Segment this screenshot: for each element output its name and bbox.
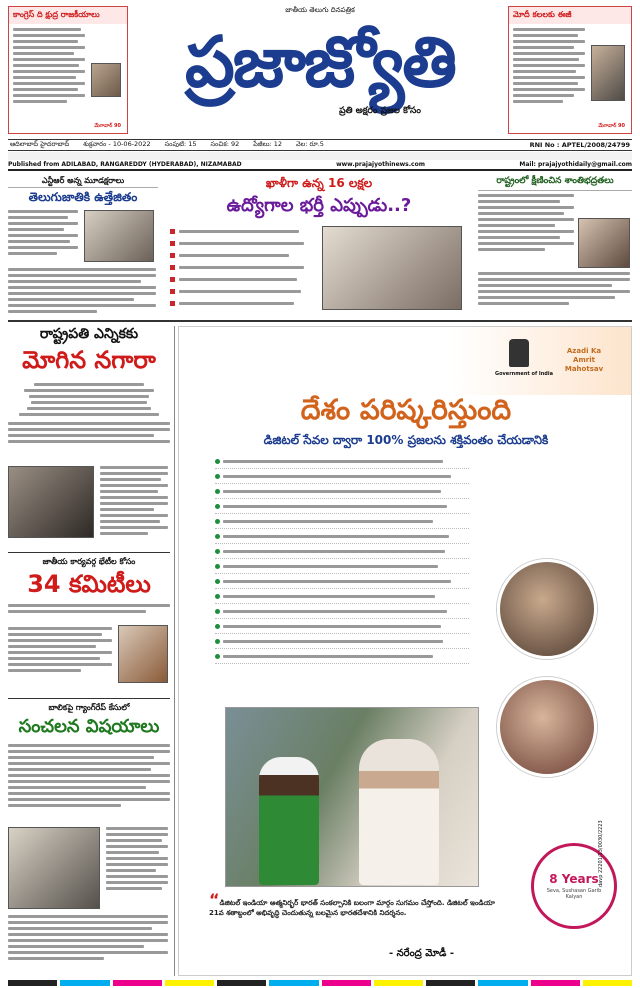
right-box-brand: మేగావార్ 90	[598, 123, 625, 129]
years-sub: Seva, Sushasan Garib Kalyan	[546, 888, 602, 900]
published-from: Published from ADILABAD, RANGAREDDY (HYDERABAD), NIZAMABAD	[8, 161, 242, 168]
ntr-photo	[84, 210, 154, 262]
gang-story	[8, 698, 170, 978]
jobs-story	[170, 176, 468, 316]
left-box-heading: కాంగ్రెస్ ది క్షుద్ర రాజకీయాలు	[9, 7, 127, 24]
scheme-item	[215, 639, 469, 649]
ktr-photo	[322, 226, 462, 310]
election-photo	[8, 466, 94, 538]
president-headline: మోగిన నగారా	[22, 346, 156, 374]
pages: పేజీలు: 12	[253, 140, 283, 148]
scheme-item	[215, 594, 469, 604]
revanth-photo	[578, 218, 630, 268]
print-color-bar	[8, 980, 632, 986]
right-top-box	[508, 6, 632, 134]
quote-author: - నరేంద్ర మోడీ -	[389, 948, 455, 959]
davp-code: davp 22201/13/0030/2223	[598, 820, 605, 887]
editions: ఆదిలాబాద్ హైదరాబాద్	[10, 140, 70, 148]
ad-subheadline: డిజిటల్ సేవల ద్వారా 100% ప్రజలను శక్తివంతం చేయడానికి	[263, 433, 549, 447]
committee-story	[8, 552, 170, 692]
scheme-item	[215, 504, 469, 514]
row-divider	[8, 320, 632, 322]
right-box-heading: మోదీ కలలకు ఈజీ	[509, 7, 631, 24]
scheme-item	[215, 534, 469, 544]
jobs-headline: ఉద్యోగాల భర్తీ ఎప్పుడు..?	[226, 195, 412, 216]
azadi-logo	[545, 335, 623, 385]
masthead-motto: ప్రతి అక్షరం ప్రజల కోసం	[339, 106, 421, 116]
jobs-kicker: ఖాళీగా ఉన్న 16 లక్షల	[265, 176, 373, 190]
masthead-tagline: జాతీయ తెలుగు దినపత్రిక	[285, 6, 355, 14]
masthead-title: ప్రజాజ్యోతి	[185, 21, 455, 103]
scheme-item	[215, 609, 469, 619]
president-story	[8, 326, 170, 546]
bandi-sanjay-photo	[118, 625, 168, 683]
edition-strip	[8, 152, 632, 160]
committee-headline: 34 కమిటీలు	[27, 570, 151, 598]
ntr-kicker: ఎన్టీఆర్ అన్న మూడక్షరాలు	[8, 176, 158, 188]
scheme-item	[215, 654, 469, 664]
website: www.prajajyothinews.com	[336, 161, 425, 168]
scheme-item	[215, 519, 469, 529]
issue: సంచిక: 92	[210, 140, 240, 148]
scheme-item	[215, 564, 469, 574]
years-label: 8 Years	[549, 872, 599, 886]
ad-quote-text: డిజిటల్ ఇండియా ఆత్మనిర్భర్ భారత్ సంకల్పానికి బలంగా మార్గం సుగమం చేస్తోంది. డిజిటల్ ఇండియా 21వ శతాబ్దంలో అభివృద్ధి చెందుతున్న బలమైన భారతదేశానికి నిదర్శనం.	[209, 899, 495, 917]
ntr-story	[8, 176, 158, 316]
left-top-box	[8, 6, 128, 134]
date: శుక్రవారం - 10-06-2022	[83, 140, 151, 148]
circle-photo-2	[497, 677, 597, 777]
right-box-photo	[591, 45, 625, 101]
column-divider	[174, 326, 175, 976]
info-line	[8, 139, 632, 151]
scheme-item	[215, 474, 469, 484]
gang-headline: సంచలన విషయాలు	[18, 716, 160, 737]
emblem-icon	[509, 339, 529, 367]
azadi-text: Azadi Ka Amrit Mahotsav	[564, 346, 604, 373]
publish-line	[8, 161, 632, 171]
mail: Mail: prajajyothidaily@gmail.com	[519, 161, 632, 168]
right-headline: రాష్ట్రంలో క్షీణించిన శాంతిభద్రతలు	[478, 176, 632, 191]
volume: సంపుటి: 15	[164, 140, 197, 148]
scheme-item	[215, 459, 469, 469]
govt-ad	[178, 326, 632, 976]
gang-kicker: బాలికపై గ్యాంగ్‌రేప్ కేసులో	[48, 703, 130, 712]
scheme-item	[215, 549, 469, 559]
scheme-item	[215, 624, 469, 634]
circle-photo-1	[497, 559, 597, 659]
rni-number: RNI No : APTEL/2008/24799	[529, 141, 630, 149]
scheme-item	[215, 579, 469, 589]
scheme-item	[215, 489, 469, 499]
committee-kicker: జాతీయ కార్యవర్గ భేటీల కోసం	[42, 557, 136, 566]
price: వెల: రూ.5	[296, 140, 324, 148]
ad-headline: దేశం పరిష్కరిస్తుంది	[300, 393, 512, 426]
left-box-brand: మేగావార్ 90	[94, 123, 121, 129]
modi-figure	[359, 739, 439, 885]
years-badge	[531, 843, 617, 929]
right-story	[478, 176, 632, 316]
ntr-headline: తెలుగుజాతికి ఉత్తేజితం	[28, 190, 138, 204]
president-kicker: రాష్ట్రపతి ఎన్నికకు	[39, 326, 139, 342]
ad-quote: “డిజిటల్ ఇండియా ఆత్మనిర్భర్ భారత్ సంకల్పానికి బలంగా మార్గం సుగమం చేస్తోంది. డిజిటల్ ఇండియా 21వ శతాబ్దంలో అభివృద్ధి చెందుతున్న బలమైన భారతదేశానికి నిదర్శనం.	[209, 890, 495, 917]
masthead	[132, 4, 508, 136]
govt-label: Government of India	[495, 371, 553, 377]
cctv-photo	[8, 827, 100, 909]
scheme-list	[215, 459, 469, 669]
worker-figure	[259, 757, 319, 885]
left-box-photo	[91, 63, 121, 97]
